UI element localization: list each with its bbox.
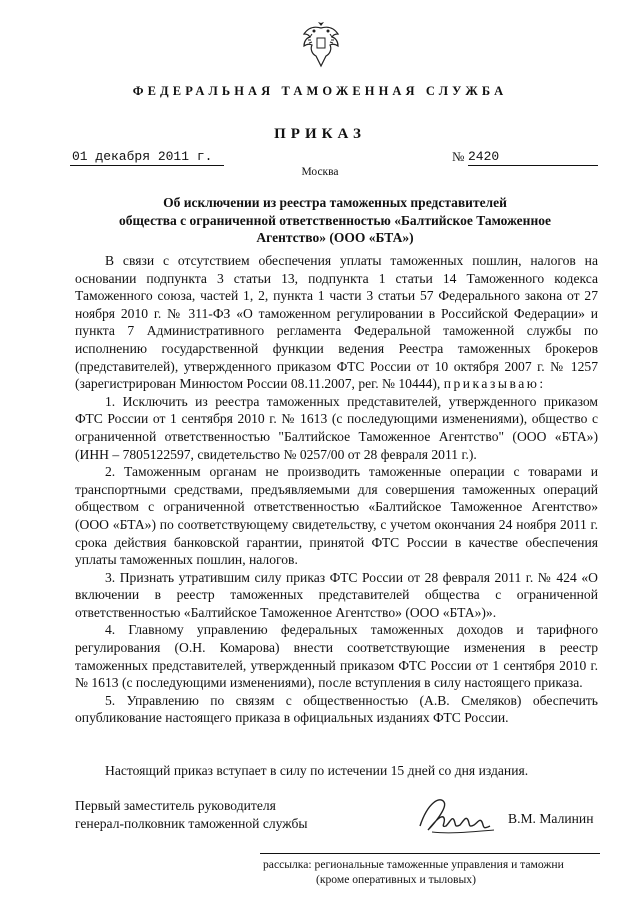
order-item: 2. Таможенным органам не производить таможенные операции с товарами и транспортными средствами, предъявляемыми для совершения таможенных операций обществом с ограниченной ответственностью «Балтийское Таможенное Агентство» (ООО «БТА») по соответствующему свидетельству, с учетом окончания 24 ноября 2011 г. срока действия банковской гарантии, принятой ФТС России в качестве обеспечения уплаты таможенных пошлин, налогов. bbox=[75, 464, 598, 568]
order-item: 3. Признать утратившим силу приказ ФТС России от 28 февраля 2011 г. № 424 «О включении в реестр таможенных представителей общества с ограниченной ответственностью «Балтийское Таможенное Агентство» (ООО «БТА»)». bbox=[75, 569, 598, 620]
order-body bbox=[75, 252, 598, 727]
signer-position-line2: генерал-полковник таможенной службы bbox=[75, 816, 308, 831]
order-date: 01 декабря 2011 г. bbox=[70, 149, 224, 166]
distribution-line2: (кроме оперативных и тыловых) bbox=[316, 873, 476, 886]
preamble-paragraph bbox=[75, 252, 598, 393]
preamble-text: В связи с отсутствием обеспечения уплаты таможенных пошлин, налогов на основании подпункта 3 статьи 13, подпункта 1 статьи 14 Таможенного кодекса Таможенного союза, частей 1, 2, пункта 1 части 3 статьи 57 Федерального закона от 27 ноября 2010 г. № 311-ФЗ «О таможенном регулировании в Российской Федерации» и пункта 7 Административного регламента Федеральной таможенной службы по исполнению государственной функции ведения Реестра таможенных брокеров (представителей), утвержденного приказом ФТС России от 10 октября 2007 г. № 1257 (зарегистрирован Минюстом России 08.11.2007, рег. № 10444), bbox=[75, 253, 598, 392]
number-sign: № bbox=[452, 149, 465, 164]
order-word: приказываю: bbox=[443, 376, 546, 392]
signer-name: В.М. Малинин bbox=[508, 811, 594, 826]
order-item: 5. Управлению по связям с общественностью (А.В. Смеляков) обеспечить опубликование настоящего приказа в официальных изданиях ФТС России. bbox=[75, 692, 598, 726]
distribution-line1: рассылка: региональные таможенные управления и таможни bbox=[263, 858, 564, 871]
distribution-divider bbox=[260, 853, 600, 854]
title-line: Агентство» (ООО «БТА») bbox=[256, 230, 414, 245]
title-line: общества с ограниченной ответственностью «Балтийское Таможенное bbox=[119, 212, 551, 228]
order-item: 4. Главному управлению федеральных таможенных доходов и тарифного регулирования (О.Н. Комарова) внести соответствующие изменения в реестр таможенных представителей, утвержденный приказом ФТС России от 1 сентября 2010 г. № 1613 (с последующими изменениями), после вступления в силу настоящего приказа. bbox=[75, 622, 598, 691]
city: Москва bbox=[301, 166, 339, 178]
order-item: 1. Исключить из реестра таможенных представителей, утвержденного приказом ФТС России от 1 сентября 2010 г. № 1613 (с последующими изменениями), общество с ограниченной ответственностью "Балтийское Таможенное Агентство" (ООО «БТА») (ИНН – 7805122597, свидетельство № 0257/00 от 28 февраля 2011 г.). bbox=[75, 393, 598, 462]
title-line: Об исключении из реестра таможенных представителей bbox=[163, 195, 507, 210]
coat-of-arms-emblem-icon bbox=[300, 20, 342, 70]
order-number-block bbox=[452, 149, 598, 165]
agency-name: ФЕДЕРАЛЬНАЯ ТАМОЖЕННАЯ СЛУЖБА bbox=[132, 84, 508, 98]
effective-date-paragraph: Настоящий приказ вступает в силу по истечении 15 дней со дня издания. bbox=[105, 763, 529, 778]
order-title bbox=[70, 194, 600, 247]
document-type: ПРИКАЗ bbox=[274, 126, 366, 142]
signer-position-line1: Первый заместитель руководителя bbox=[75, 798, 276, 813]
handwritten-signature bbox=[410, 792, 500, 840]
order-number: 2420 bbox=[468, 149, 598, 166]
